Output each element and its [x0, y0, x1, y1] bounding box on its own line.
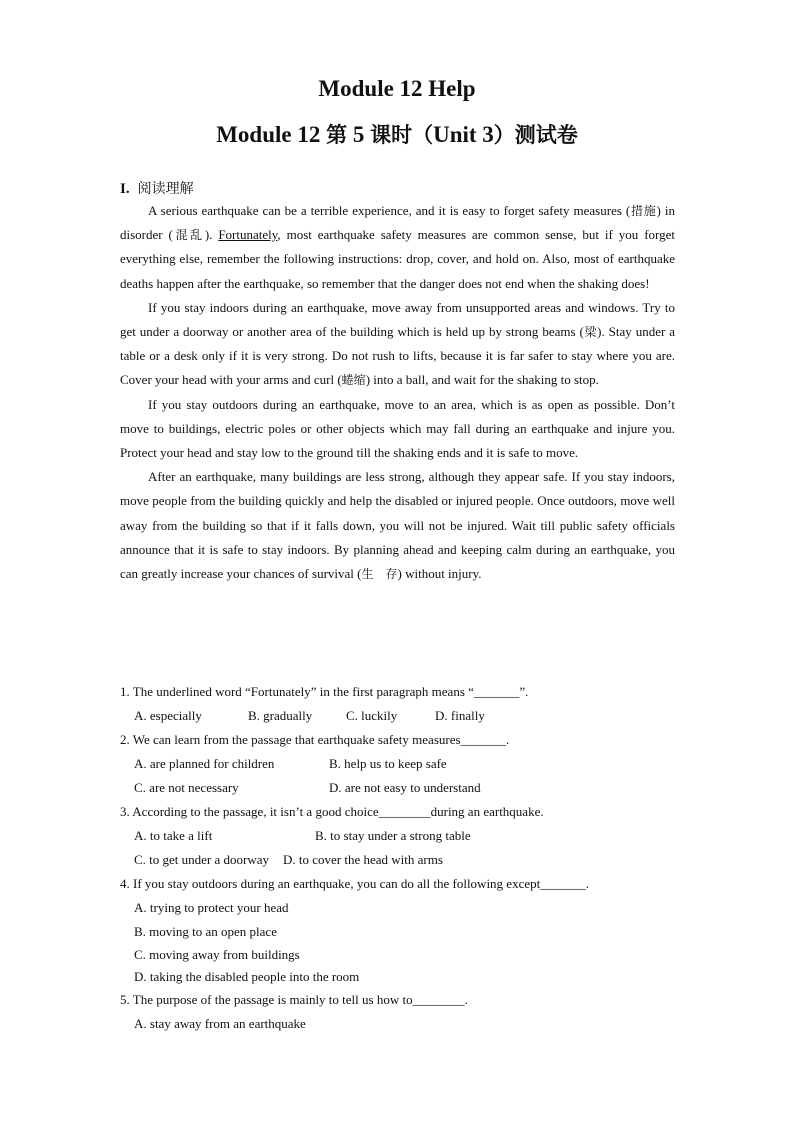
question-list [120, 680, 675, 1036]
question-stem: 2. We can learn from the passage that earthquake safety measures_______. [120, 732, 510, 747]
option-a: A. to take a lift [134, 828, 213, 843]
option-a: A. stay away from an earthquake [134, 1016, 306, 1031]
option-b: B. moving to an open place [134, 924, 277, 939]
reading-passage [120, 199, 675, 586]
option-c: C. to get under a doorway [134, 852, 270, 867]
option-row [134, 752, 675, 776]
option-row [134, 704, 675, 728]
subtitle-cn-2: 课时（ [370, 123, 434, 147]
question-stem: 4. If you stay outdoors during an earthquake, you can do all the following except_______. [120, 876, 589, 891]
option-row [134, 776, 675, 800]
p2-text-b: ). Stay under a table or a desk only if it is very strong. Do not rush to lifts, because it is far safer to stay where you are. Cover your head with your arms and curl ( [120, 324, 675, 388]
p1-text-b: ) in disorder ( [120, 203, 675, 243]
question-stem: 5. The purpose of the passage is mainly to tell us how to________. [120, 992, 468, 1007]
page-title: Module 12 Help [318, 76, 476, 101]
passage-paragraph-4 [120, 465, 675, 586]
subtitle-number: 5 [347, 122, 371, 147]
passage-paragraph-1 [120, 199, 675, 296]
option-c: C. are not necessary [134, 780, 239, 795]
p2-gloss-1: 梁 [583, 325, 598, 340]
option-c: C. moving away from buildings [134, 947, 300, 962]
option-c: C. luckily [346, 708, 398, 723]
p4-text-a: After an earthquake, many buildings are less strong, although they appear safe. If you stay indoors, move people from the building quickly and help the disabled or injured people. Once outdoors, move well away from the building so that if it falls down, you will not be injured. Wait till public safety officials announce that it is safe to stay indoors. By planning ahead and keeping calm during an earthquake, you can greatly increase your chances of survival ( [120, 469, 675, 582]
p4-gloss: 生 存 [361, 567, 398, 582]
subtitle-unit: Unit 3 [433, 122, 494, 147]
section-name: 阅读理解 [137, 181, 194, 197]
subtitle-cn-3: ）测试卷 [493, 123, 578, 147]
option-b: B. gradually [248, 708, 313, 723]
section-heading [120, 178, 194, 198]
option-a: A. trying to protect your head [134, 900, 289, 915]
p1-text-c: ). [204, 227, 219, 243]
p1-text-a: A serious earthquake can be a terrible experience, and it is easy to forget safety measures ( [148, 203, 631, 218]
p2-text-a: If you stay indoors during an earthquake, move away from unsupported areas and windows. Try to get under a doorway or another area of the building which is held up by strong beams ( [120, 299, 675, 340]
p1-gloss-1: 措施 [630, 204, 657, 218]
option-a: A. are planned for children [134, 756, 275, 771]
p1-gloss-2: 混乱 [172, 228, 205, 243]
option-a: A. especially [134, 708, 202, 723]
option-d: D. to cover the head with arms [283, 852, 443, 867]
p1-text-d: , most earthquake safety measures are common sense, but if you forget everything else, remember the following instructions: drop, cover, and hold on. Also, most of earthquake deaths happen after the earthquake, so remember that the danger does not end when the shaking does! [120, 227, 675, 291]
section-number: I. [120, 181, 130, 197]
option-row [134, 824, 675, 848]
option-b: B. to stay under a strong table [315, 828, 471, 843]
option-d: D. taking the disabled people into the room [134, 969, 360, 984]
option-d: D. finally [435, 708, 485, 723]
page-subtitle [0, 119, 794, 149]
option-b: B. help us to keep safe [329, 756, 447, 771]
option-d: D. are not easy to understand [329, 780, 481, 795]
p2-text-c: ) into a ball, and wait for the shaking to stop. [365, 372, 599, 388]
question-stem: 3. According to the passage, it isn’t a good choice________during an earthquake. [120, 804, 544, 819]
p2-gloss-2: 蜷缩 [341, 373, 366, 388]
subtitle-cn-1: 第 [326, 123, 348, 147]
question-stem: 1. The underlined word “Fortunately” in the first paragraph means “_______”. [120, 684, 529, 699]
passage-paragraph-3: If you stay outdoors during an earthquake, move to an area, which is as open as possible. Don’t move to buildings, electric poles or other objects which may fall during an earthquake and injure you. Protect your head and stay low to the ground till the shaking ends and it is safe to move. [120, 396, 675, 461]
option-row [134, 848, 675, 872]
subtitle-module: Module 12 [216, 122, 327, 147]
underlined-word: Fortunately [218, 227, 278, 243]
p4-text-b: ) without injury. [397, 566, 482, 582]
passage-paragraph-2 [120, 296, 675, 393]
